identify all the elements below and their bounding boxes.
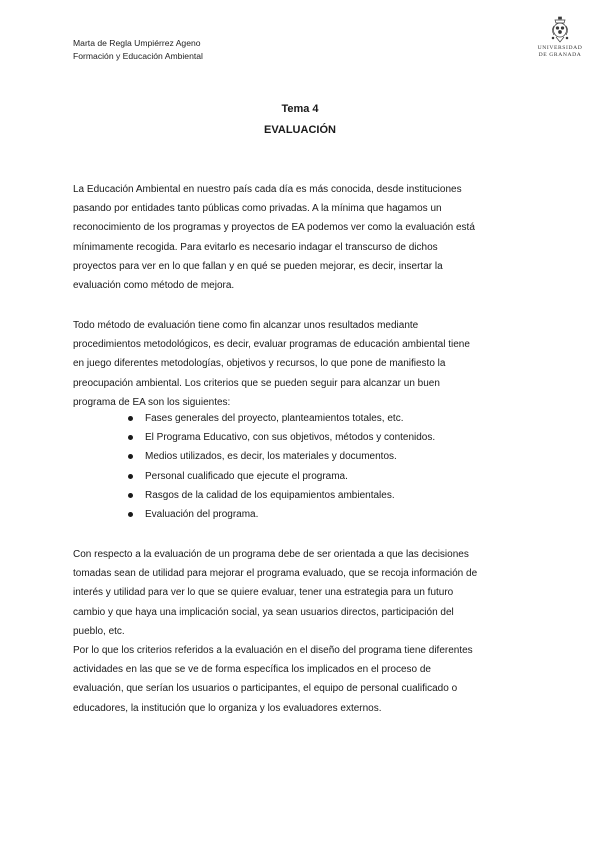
page-header — [73, 37, 203, 62]
paragraph-1 — [73, 180, 533, 295]
text-line: reconocimiento de los programas y proyectos de EA podemos ver como la evaluación está — [73, 222, 475, 234]
text-line: en juego diferentes metodologías, objetivos y recursos, lo que pone de manifiesto la — [73, 358, 446, 370]
text-line: mínimamente recogida. Para evitarlo es necesario indagar el transcurso de dichos — [73, 241, 438, 253]
text-line: cambio y que haya una implicación social, ya sean usuarios directos, participación del — [73, 606, 454, 618]
text-line: evaluación, que serían los usuarios o participantes, el equipo de personal cualificado o — [73, 683, 458, 695]
text-line: evaluación como método de mejora. — [73, 279, 235, 291]
list-item-text: Fases generales del proyecto, planteamientos totales, etc. — [145, 413, 404, 424]
list-item-text: Personal cualificado que ejecute el programa. — [145, 470, 348, 482]
list-item — [128, 409, 435, 428]
bullet-icon — [128, 454, 133, 459]
text-line: actividades en las que se ve de forma específica los implicados en el proceso de — [73, 664, 431, 676]
criteria-list — [128, 409, 435, 524]
list-item-text: Medios utilizados, es decir, los materiales y documentos. — [145, 451, 397, 463]
bullet-icon — [128, 493, 133, 498]
list-item-text: Rasgos de la calidad de los equipamientos ambientales. — [145, 489, 395, 501]
paragraph-4 — [73, 641, 533, 718]
paragraph-3 — [73, 545, 533, 641]
list-item — [128, 447, 435, 466]
list-item-text: Evaluación del programa. — [145, 508, 259, 520]
text-line: pueblo, etc. — [73, 625, 125, 637]
text-line: proyectos para ver en lo que fallan y en qué se pueden mejorar, es decir, insertar la — [73, 260, 443, 272]
text-line: educadores, la institución que lo organiza y los evaluadores externos. — [73, 702, 382, 714]
list-item — [128, 486, 435, 505]
text-line: pasando por entidades tanto públicas como privadas. A la mínima que hagamos un — [73, 203, 442, 215]
logo-line-2: DE GRANADA — [538, 51, 582, 58]
course-subject: Formación y Educación Ambiental — [73, 50, 203, 61]
bullet-icon — [128, 416, 133, 421]
text-line: Todo método de evaluación tiene como fin alcanzar unos resultados mediante — [73, 320, 419, 331]
text-line: Por lo que los criterios referidos a la evaluación en el diseño del programa tiene diferentes — [73, 645, 473, 656]
bullet-icon — [128, 474, 133, 479]
topic-number: Tema 4 — [281, 103, 319, 115]
list-item-text: El Programa Educativo, con sus objetivos, métodos y contenidos. — [145, 432, 436, 444]
logo-line-1: UNIVERSIDAD — [537, 45, 583, 51]
list-item — [128, 428, 435, 447]
list-item — [128, 505, 435, 524]
text-line: programa de EA son los siguientes: — [73, 396, 231, 408]
paragraph-2 — [73, 316, 533, 412]
text-line: tomadas sean de utilidad para mejorar el programa evaluado, que se recoja información de — [73, 568, 478, 580]
text-line: La Educación Ambiental en nuestro país cada día es más conocida, desde instituciones — [73, 184, 462, 195]
text-line: procedimientos metodológicos, es decir, evaluar programas de educación ambiental tiene — [73, 339, 470, 351]
university-logo — [532, 16, 588, 62]
university-crest-icon — [549, 16, 571, 44]
bullet-icon — [128, 512, 133, 517]
bullet-icon — [128, 435, 133, 440]
author-name: Marta de Regla Umpiérrez Ageno — [73, 38, 201, 48]
text-line: Con respecto a la evaluación de un programa debe de ser orientada a que las decisiones — [73, 549, 469, 560]
page-title: EVALUACIÓN — [264, 124, 336, 136]
text-line: interés y utilidad para ver lo que se quiere evaluar, tener una estrategia para un futuro — [73, 587, 454, 599]
list-item — [128, 467, 435, 486]
text-line: preocupación ambiental. Los criterios que se pueden seguir para alcanzar un buen — [73, 377, 440, 389]
